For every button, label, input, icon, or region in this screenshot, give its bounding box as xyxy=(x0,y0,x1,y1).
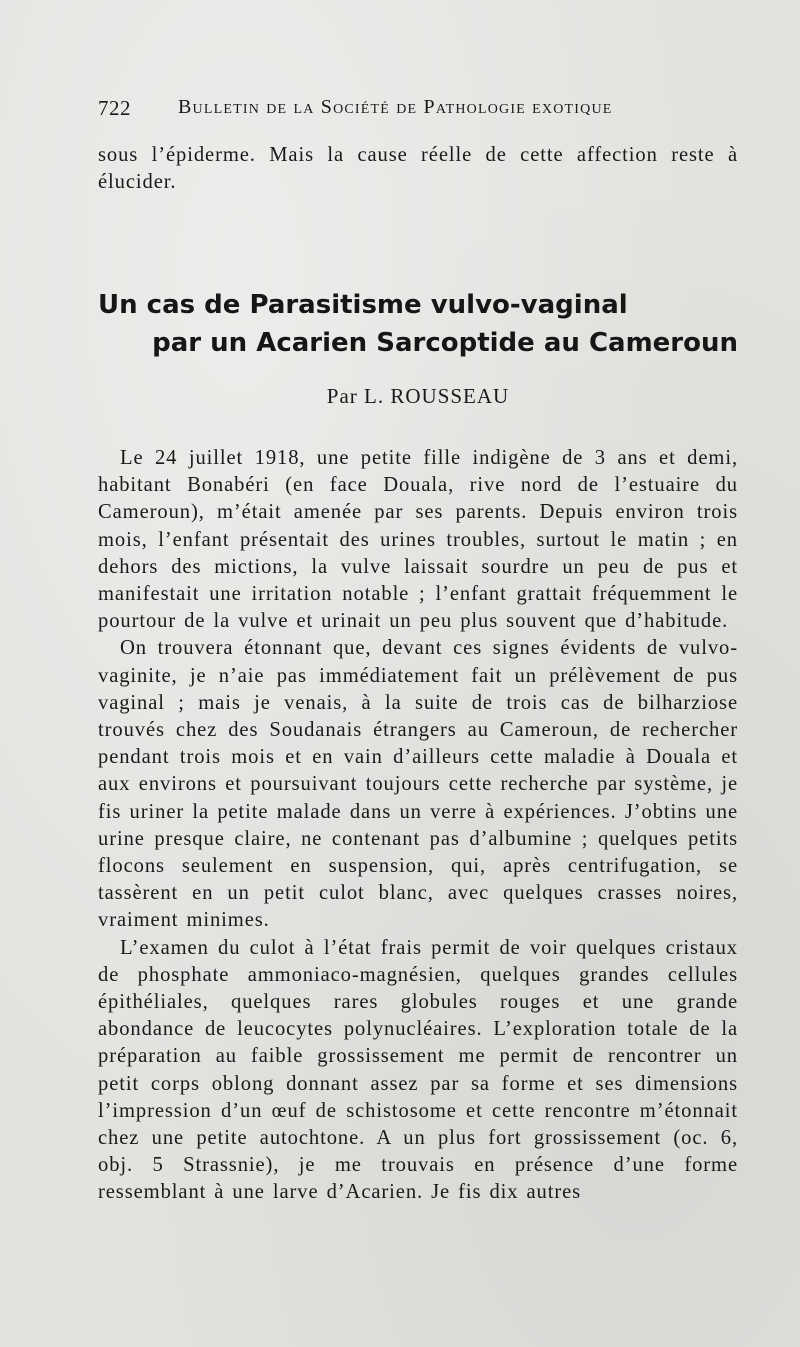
body-paragraph-2: On trouvera étonnant que, devant ces signes évidents de vulvo-vaginite, je n’aie pas immédiatement fait un prélèvement de pus vaginal ; mais je venais, à la suite de trois cas de bilharziose trouvés chez des Soudanais étrangers au Cameroun, de rechercher pendant trois mois et en vain d’ailleurs cette maladie à Douala et aux environs et poursuivant toujours cette recherche par système, je fis uriner la petite malade dans un verre à expériences. J’obtins une urine presque claire, ne contenant pas d’albumine ; quelques petits flocons seulement en suspension, qui, après centrifugation, se tassèrent en un petit culot blanc, avec quelques crasses noires, vraiment minimes. xyxy=(98,637,738,932)
intro-paragraph: sous l’épiderme. Mais la cause réelle de cette affection reste à élucider. xyxy=(98,144,738,194)
journal-title: Bulletin de la Société de Pathologie exotique xyxy=(178,96,613,118)
article-body xyxy=(98,445,738,1207)
article-byline: Par L. ROUSSEAU xyxy=(326,384,510,408)
body-paragraph-1: Le 24 juillet 1918, une petite fille indigène de 3 ans et demi, habitant Bonabéri (en face Douala, rive nord de l’estuaire du Cameroun), m’était amenée par ses parents. Depuis environ trois mois, l’enfant présentait des urines troubles, surtout le matin ; en dehors des mictions, la vulve laissait sourdre un peu de pus et manifestait une irritation notable ; l’enfant grattait fréquemment le pourtour de la vulve et urinait un peu plus souvent que d’habitude. xyxy=(98,447,738,633)
page-number: 722 xyxy=(98,96,131,120)
previous-article-ending xyxy=(98,142,738,196)
article-title xyxy=(98,286,738,362)
article-title-line-1: Un cas de Parasitisme vulvo-vaginal xyxy=(98,290,628,320)
running-head xyxy=(98,96,738,124)
article-title-line-2: par un Acarien Sarcoptide au Cameroun xyxy=(152,328,738,358)
body-paragraph-3: L’examen du culot à l’état frais permit de voir quelques cristaux de phosphate ammoniaco-magnésien, quelques grandes cellules épithéliales, quelques rares globules rouges et une grande abondance de leucocytes polynucléaires. L’exploration totale de la préparation au faible grossissement me permit de rencontrer un petit corps oblong donnant assez par sa forme et ses dimensions l’impression d’un œuf de schistosome et cette rencontre m’étonnait chez une petite autochtone. A un plus fort grossissement (oc. 6, obj. 5 Strassnie), je me trouvais en présence d’une forme ressemblant à une larve d’Acarien. Je fis dix autres xyxy=(98,936,738,1204)
